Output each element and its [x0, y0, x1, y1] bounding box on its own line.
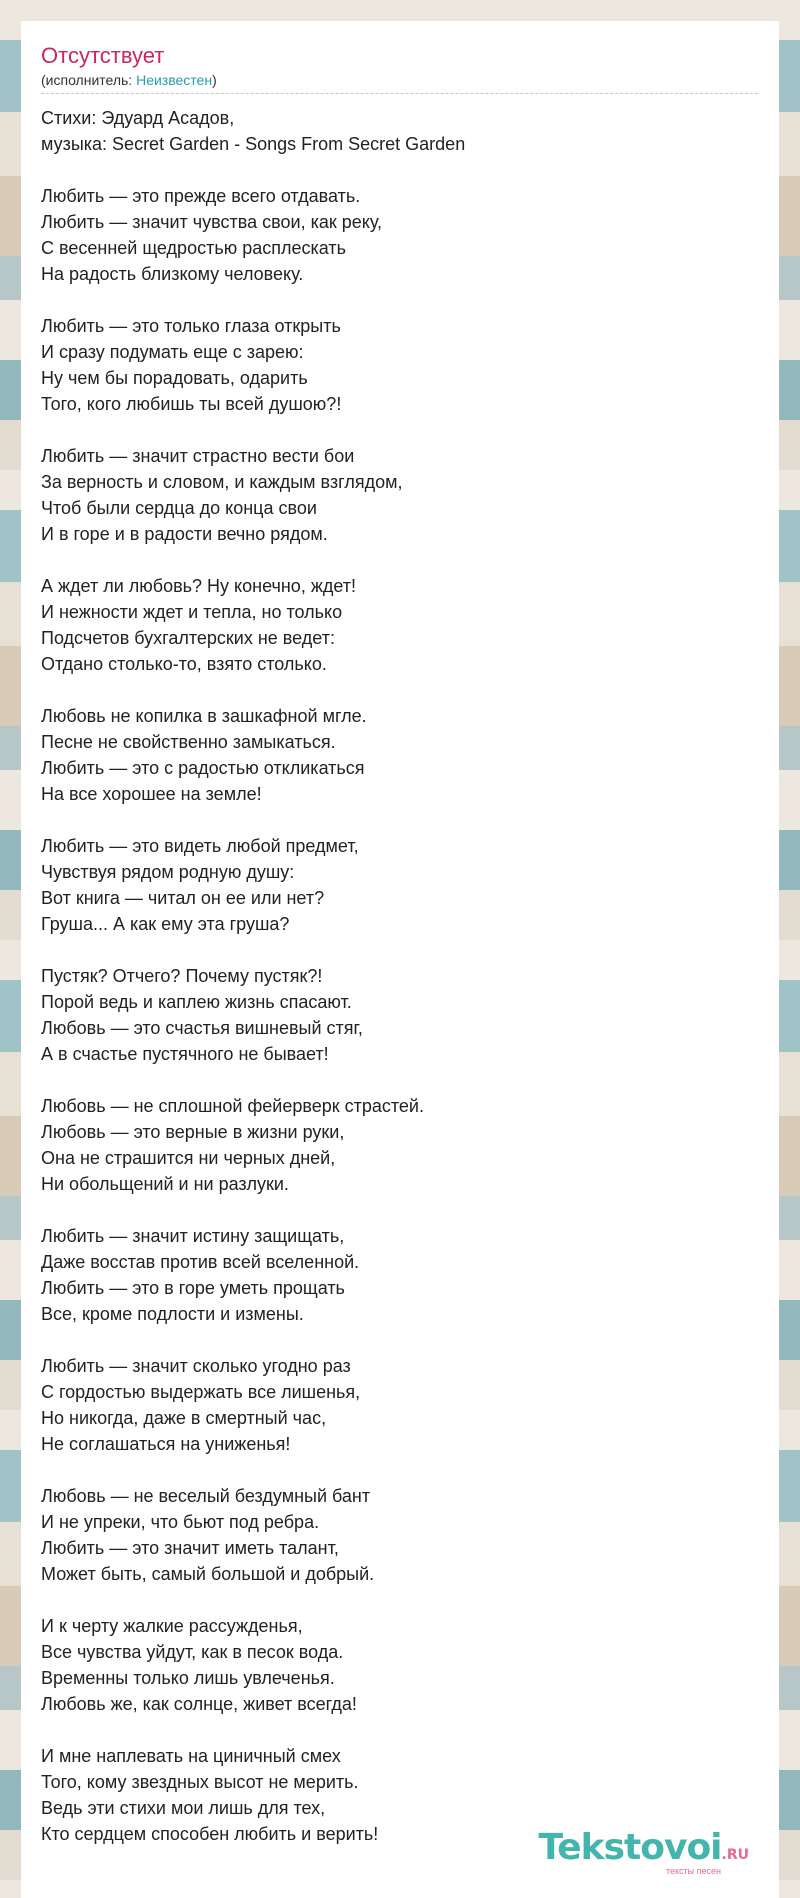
song-title: Отсутствует [41, 43, 165, 68]
lyric-line: Но никогда, даже в смертный час, [41, 1408, 327, 1428]
lyric-line: Порой ведь и каплею жизнь спасают. [41, 992, 352, 1012]
lyric-line: И сразу подумать еще с зарею: [41, 342, 304, 362]
stanza [41, 443, 741, 547]
stanza [41, 1483, 741, 1587]
stanza [41, 703, 741, 807]
lyric-line: Даже восстав против всей вселенной. [41, 1252, 360, 1272]
stanza [41, 183, 741, 287]
lyric-line: На все хорошее на земле! [41, 784, 262, 804]
lyric-line: Любить — это только глаза открыть [41, 316, 341, 336]
lyric-line: Отдано столько-то, взято столько. [41, 654, 327, 674]
lyric-line: Не соглашаться на униженья! [41, 1434, 291, 1454]
title-divider [41, 93, 758, 94]
site-logo[interactable] [538, 1827, 749, 1876]
lyric-line: А ждет ли любовь? Ну конечно, ждет! [41, 576, 357, 596]
lyric-line: Все чувства уйдут, как в песок вода. [41, 1642, 344, 1662]
lyric-line: Груша... А как ему эта груша? [41, 914, 290, 934]
artist-line [41, 71, 217, 89]
stanza [41, 313, 741, 417]
credits-line: музыка: Secret Garden - Songs From Secret Garden [41, 134, 466, 154]
lyrics-body [41, 105, 741, 1873]
lyric-line: Песне не свойственно замыкаться. [41, 732, 336, 752]
lyric-line: Любовь — не сплошной фейерверк страстей. [41, 1096, 424, 1116]
lyric-line: Чувствуя рядом родную душу: [41, 862, 295, 882]
lyric-line: Любовь же, как солнце, живет всегда! [41, 1694, 357, 1714]
lyric-line: Любить — это прежде всего отдавать. [41, 186, 361, 206]
lyric-line: И мне наплевать на циничный смех [41, 1746, 341, 1766]
lyric-line: С весенней щедростью расплескать [41, 238, 346, 258]
lyric-line: Любовь не копилка в зашкафной мгле. [41, 706, 367, 726]
artist-link[interactable]: Неизвестен [136, 72, 213, 88]
lyric-line: Любить — значит истину защищать, [41, 1226, 345, 1246]
stanza [41, 1093, 741, 1197]
lyric-line: Вот книга — читал он ее или нет? [41, 888, 325, 908]
lyric-line: Кто сердцем способен любить и верить! [41, 1824, 379, 1844]
artist-prefix: (исполнитель: [41, 72, 137, 88]
lyric-line: Любить — это значит иметь талант, [41, 1538, 339, 1558]
lyric-line: На радость близкому человеку. [41, 264, 304, 284]
lyric-line: Любить — значит страстно вести бои [41, 446, 355, 466]
stanza [41, 1223, 741, 1327]
lyric-line: Пустяк? Отчего? Почему пустяк?! [41, 966, 323, 986]
lyric-line: Того, кому звездных высот не мерить. [41, 1772, 359, 1792]
lyric-line: За верность и словом, и каждым взглядом, [41, 472, 403, 492]
lyric-line: Ну чем бы порадовать, одарить [41, 368, 308, 388]
lyric-line: И к черту жалкие рассужденья, [41, 1616, 303, 1636]
lyric-line: Любить — это с радостью откликаться [41, 758, 365, 778]
lyric-line: Любовь — это верные в жизни руки, [41, 1122, 345, 1142]
lyric-line: Любовь — это счастья вишневый стяг, [41, 1018, 363, 1038]
lyric-line: Любовь — не веселый бездумный бант [41, 1486, 371, 1506]
stanza [41, 1613, 741, 1717]
lyric-line: Любить — это видеть любой предмет, [41, 836, 359, 856]
lyric-line: С гордостью выдержать все лишенья, [41, 1382, 361, 1402]
lyric-line: И нежности ждет и тепла, но только [41, 602, 343, 622]
artist-suffix: ) [212, 72, 217, 88]
logo-tld: .RU [721, 1847, 749, 1863]
credits-block [41, 105, 741, 157]
lyrics-card [21, 21, 779, 1898]
lyric-line: Ни обольщений и ни разлуки. [41, 1174, 289, 1194]
lyric-line: Все, кроме подлости и измены. [41, 1304, 304, 1324]
lyric-line: Любить — значит сколько угодно раз [41, 1356, 351, 1376]
lyric-line: Любить — это в горе уметь прощать [41, 1278, 345, 1298]
credits-line: Стихи: Эдуард Асадов, [41, 108, 235, 128]
logo-name: Tekstovoi [538, 1827, 722, 1868]
stanzas [41, 183, 741, 1847]
logo-tagline: тексты песен [665, 1866, 721, 1876]
lyric-line: Она не страшится ни черных дней, [41, 1148, 336, 1168]
stanza [41, 573, 741, 677]
stanza [41, 963, 741, 1067]
lyric-line: И не упреки, что бьют под ребра. [41, 1512, 320, 1532]
lyric-line: Чтоб были сердца до конца свои [41, 498, 317, 518]
stanza [41, 833, 741, 937]
stanza [41, 1353, 741, 1457]
lyric-line: Временны только лишь увлеченья. [41, 1668, 335, 1688]
lyric-line: Может быть, самый большой и добрый. [41, 1564, 375, 1584]
lyric-line: Любить — значит чувства свои, как реку, [41, 212, 383, 232]
lyric-line: Того, кого любишь ты всей душою?! [41, 394, 342, 414]
lyric-line: Подсчетов бухгалтерских не ведет: [41, 628, 335, 648]
lyric-line: Ведь эти стихи мои лишь для тех, [41, 1798, 326, 1818]
lyric-line: А в счастье пустячного не бывает! [41, 1044, 329, 1064]
lyric-line: И в горе и в радости вечно рядом. [41, 524, 328, 544]
